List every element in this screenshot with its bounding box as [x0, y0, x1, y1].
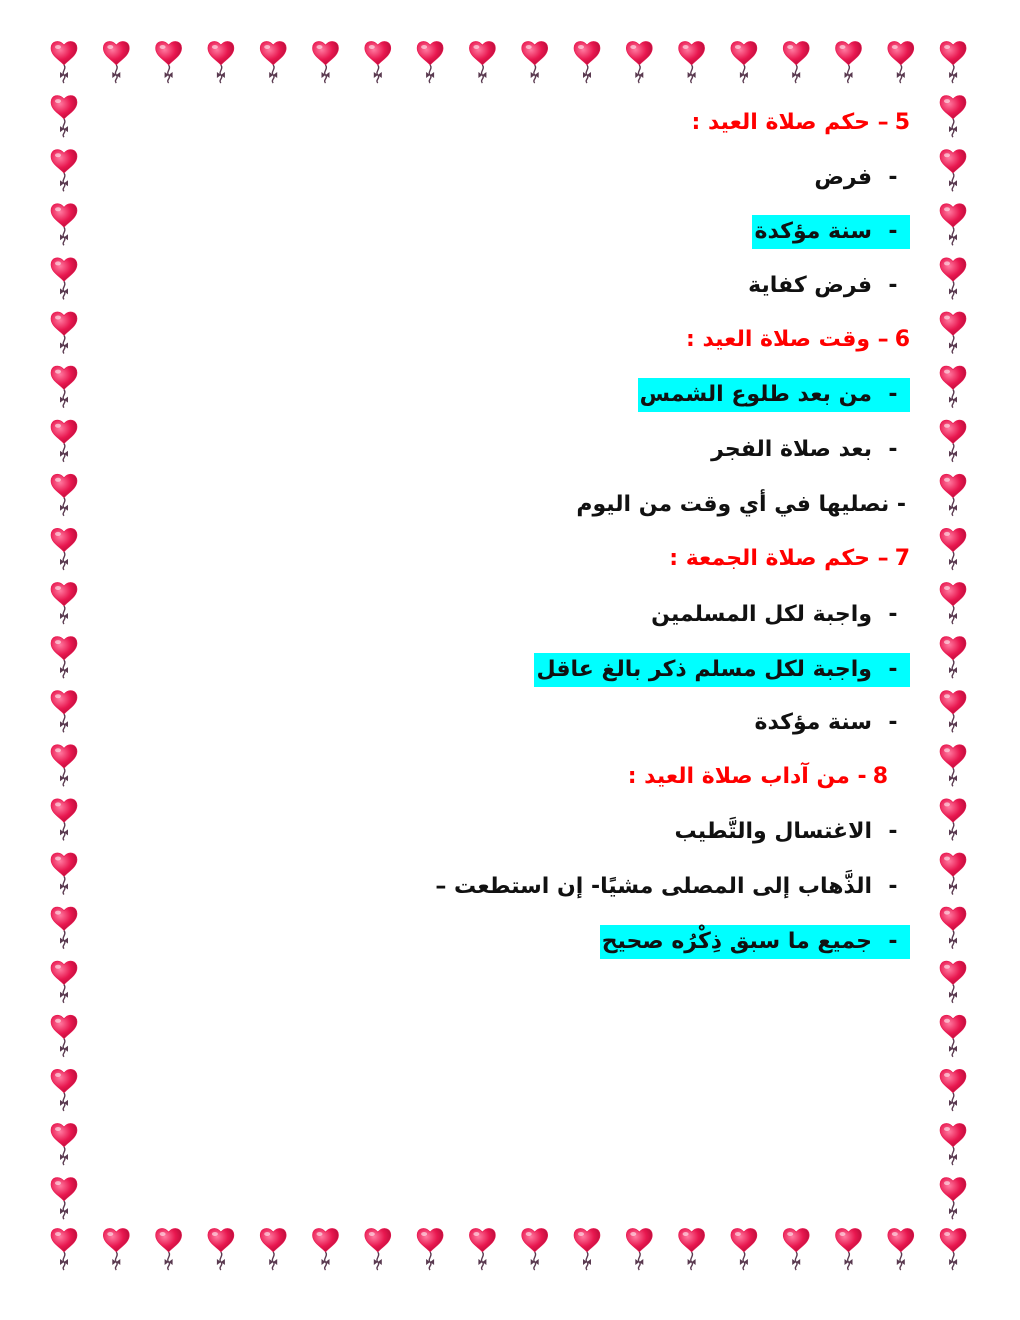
bullet-dash: - [876, 215, 910, 249]
answer-option: -الذَّهاب إلى المصلى مشيًا- إن استطعت – [433, 870, 910, 904]
heart-balloon-icon [940, 258, 966, 300]
bullet-dash: - [888, 602, 898, 627]
bullet-dash: - [876, 378, 910, 412]
heart-balloon-icon [940, 582, 966, 624]
heart-balloon-icon [51, 420, 77, 462]
heart-balloon-icon [51, 312, 77, 354]
answer-option: -فرض كفاية [746, 269, 910, 303]
answer-option: -سنة مؤكدة [752, 706, 910, 740]
heart-balloon-icon [940, 528, 966, 570]
heart-balloon-icon [940, 96, 966, 138]
heart-balloon-icon [51, 961, 77, 1003]
heart-balloon-icon [940, 961, 966, 1003]
heart-balloon-icon [940, 1178, 966, 1220]
heart-balloon-icon [51, 41, 77, 83]
heart-balloon-icon [51, 474, 77, 516]
heart-balloon-icon [51, 799, 77, 841]
answer-option: -فرض [812, 161, 910, 195]
bullet-dash: - [888, 874, 898, 899]
heart-balloon-icon [208, 41, 234, 83]
answer-option: - نصليها في أي وقت من اليوم [576, 492, 906, 517]
heart-balloon-icon [940, 1015, 966, 1057]
heart-balloon-icon [103, 1228, 129, 1270]
question-7-heading [669, 542, 910, 576]
bullet-dash: - [888, 273, 898, 298]
question-6-heading [686, 323, 910, 357]
heart-balloon-icon [260, 41, 286, 83]
bullet-dash: - [876, 925, 910, 959]
heart-balloon-icon [51, 582, 77, 624]
heart-balloon-icon [51, 258, 77, 300]
answer-option-correct: -جميع ما سبق ذِكْرُه صحيح [600, 925, 910, 959]
heart-balloon-icon [51, 150, 77, 192]
question-8-heading [628, 760, 888, 794]
question-number: 6 [894, 327, 910, 352]
question-number: 8 [872, 764, 888, 789]
heart-balloon-icon [51, 1015, 77, 1057]
heart-balloon-icon [51, 366, 77, 408]
heart-balloon-icon [940, 420, 966, 462]
heart-balloon-icon [51, 907, 77, 949]
answer-option: -الاغتسال والتَّطيب [673, 815, 910, 849]
heart-balloon-icon [940, 853, 966, 895]
heart-balloon-icon [103, 41, 129, 83]
quiz-content [300, 0, 910, 1320]
answer-option-correct: -من بعد طلوع الشمس [638, 378, 910, 412]
heart-balloon-icon [51, 637, 77, 679]
heart-balloon-icon [51, 204, 77, 246]
bullet-dash: - [888, 819, 898, 844]
question-title: - من آداب صلاة العيد : [627, 764, 867, 789]
question-title: – وقت صلاة العيد : [686, 327, 889, 352]
bullet-dash: - [888, 165, 898, 190]
heart-balloon-icon [260, 1228, 286, 1270]
heart-balloon-icon [51, 1178, 77, 1220]
heart-balloon-icon [940, 1228, 966, 1270]
heart-balloon-icon [940, 366, 966, 408]
heart-balloon-icon [940, 41, 966, 83]
heart-balloon-icon [940, 474, 966, 516]
heart-balloon-icon [51, 96, 77, 138]
heart-balloon-icon [940, 637, 966, 679]
heart-balloon-icon [156, 1228, 182, 1270]
heart-balloon-icon [940, 691, 966, 733]
heart-balloon-icon [940, 907, 966, 949]
question-title: – حكم صلاة العيد : [691, 110, 889, 135]
bullet-dash: - [888, 710, 898, 735]
answer-option-correct: -سنة مؤكدة [752, 215, 910, 249]
heart-balloon-icon [208, 1228, 234, 1270]
question-number: 7 [894, 546, 910, 571]
heart-balloon-icon [51, 745, 77, 787]
heart-balloon-icon [940, 745, 966, 787]
heart-balloon-icon [51, 1228, 77, 1270]
bullet-dash: - [888, 437, 898, 462]
heart-balloon-icon [51, 1123, 77, 1165]
heart-balloon-icon [940, 204, 966, 246]
heart-balloon-icon [51, 528, 77, 570]
heart-balloon-icon [51, 1069, 77, 1111]
heart-balloon-icon [156, 41, 182, 83]
heart-balloon-icon [940, 1069, 966, 1111]
heart-balloon-icon [940, 312, 966, 354]
heart-balloon-icon [51, 853, 77, 895]
heart-balloon-icon [940, 799, 966, 841]
question-number: 5 [894, 110, 910, 135]
answer-option: -واجبة لكل المسلمين [649, 598, 910, 632]
answer-option-correct: -واجبة لكل مسلم ذكر بالغ عاقل [534, 653, 910, 687]
heart-balloon-icon [51, 691, 77, 733]
question-title: – حكم صلاة الجمعة : [669, 546, 889, 571]
heart-balloon-icon [940, 150, 966, 192]
heart-balloon-icon [940, 1123, 966, 1165]
question-5-heading [691, 106, 910, 140]
bullet-dash: - [876, 653, 910, 687]
answer-option: -بعد صلاة الفجر [709, 433, 910, 467]
